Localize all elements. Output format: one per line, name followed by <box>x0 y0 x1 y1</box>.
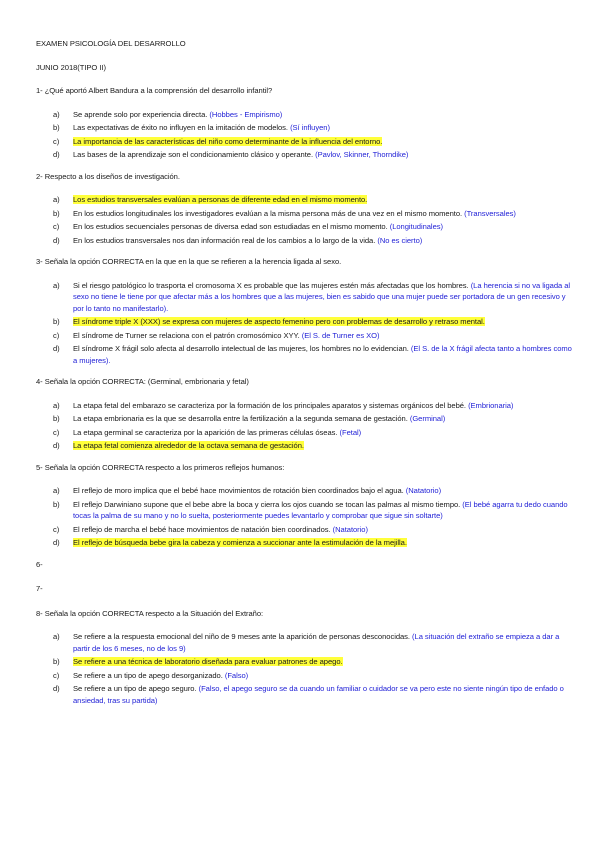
option-content <box>73 235 572 247</box>
option-content <box>73 537 572 549</box>
option-note: (Embrionaria) <box>468 400 514 410</box>
option-letter: c) <box>53 524 60 534</box>
question-title: 1- ¿Qué aportó Albert Bandura a la comprensión del desarrollo infantil? <box>36 86 273 95</box>
option-letter: b) <box>53 657 60 666</box>
answer-option[interactable] <box>36 440 572 452</box>
option-text: En los estudios longitudinales los investigadores evalúan a la misma persona más de una vez en el mismo momento. <box>73 208 463 218</box>
answer-option[interactable] <box>36 136 572 148</box>
option-note: (No es cierto) <box>377 235 423 245</box>
answer-option[interactable] <box>36 427 572 439</box>
option-content <box>73 149 572 161</box>
option-text: Se refiere a la respuesta emocional del niño de 9 meses ante la aparición de personas desconocidas. <box>73 632 410 641</box>
answer-option[interactable] <box>36 537 572 549</box>
option-content <box>73 194 572 206</box>
option-note: (La herencia si no va ligada al sexo no tiene le tiene por que afectar más a los hombres que a las mujeres, bien es sabido que una mujer puede ser portadora de un gen recesivo y por lo tanto no manifestarlo). <box>73 280 571 313</box>
option-text: La etapa embrionaria es la que se desarrolla entre la fertilización a la segunda semana de gestación. <box>73 414 408 423</box>
answer-option[interactable] <box>36 235 572 247</box>
correct-answer-text: La importancia de las características del niño como determinante de la influencia del entorno. <box>73 136 383 146</box>
options-list <box>36 631 572 706</box>
option-content <box>73 109 572 121</box>
answer-option[interactable] <box>36 656 572 668</box>
option-letter: a) <box>53 400 60 410</box>
answer-option[interactable] <box>36 670 572 682</box>
option-note: (Natatorio) <box>332 524 368 534</box>
answer-option[interactable] <box>36 485 572 497</box>
option-letter: d) <box>53 684 60 693</box>
option-letter: c) <box>53 330 60 340</box>
option-text: La etapa fetal del embarazo se caracteriza por la formación de los principales aparatos y sistemas orgánicos del bebé. <box>73 400 466 410</box>
answer-option[interactable] <box>36 208 572 220</box>
option-note: (Germinal) <box>409 414 446 423</box>
option-content <box>73 427 572 439</box>
option-content <box>73 280 572 315</box>
answer-option[interactable] <box>36 343 572 366</box>
answer-option[interactable] <box>36 316 572 328</box>
question-4 <box>36 376 572 452</box>
correct-answer-text: El reflejo de búsqueda bebe gira la cabeza y comienza a succionar ante la estimulación de la mejilla. <box>73 538 407 547</box>
option-content <box>73 670 572 682</box>
correct-answer-text: Se refiere a una técnica de laboratorio diseñada para evaluar patrones de apego. <box>73 657 343 666</box>
question-title: 4- Señala la opción CORRECTA: (Germinal, embrionaria y fetal) <box>36 377 249 386</box>
option-letter: a) <box>53 109 60 119</box>
option-text: El síndrome X frágil solo afecta al desarrollo intelectual de las mujeres, los hombres no lo evidencian. <box>73 344 409 353</box>
option-text: El reflejo de moro implica que el bebé hace movimientos de rotación bien coordinados bajo el agua. <box>73 486 404 495</box>
empty-question-number: 6- <box>36 559 43 569</box>
options-list <box>36 485 572 549</box>
option-letter: a) <box>53 195 60 204</box>
correct-answer-text: Los estudios transversales evalúan a personas de diferente edad en el mismo momento. <box>73 195 368 204</box>
option-letter: d) <box>53 441 60 450</box>
option-letter: a) <box>53 486 60 495</box>
option-text: Las bases de la aprendizaje son el condicionamiento clásico y operante. <box>73 150 314 159</box>
options-list <box>36 280 572 367</box>
option-content <box>73 136 572 148</box>
answer-option[interactable] <box>36 109 572 121</box>
answer-option[interactable] <box>36 524 572 536</box>
answer-option[interactable] <box>36 122 572 134</box>
option-letter: d) <box>53 344 60 353</box>
answer-option[interactable] <box>36 280 572 315</box>
option-letter: c) <box>53 427 60 437</box>
option-text: El reflejo Darwiniano supone que el bebe abre la boca y cierra los ojos cuando se tocan las palmas al mismo tiempo. <box>73 499 461 509</box>
question-8-block <box>36 608 572 707</box>
option-text: Si el riesgo patológico lo trasporta el cromosoma X es probable que las mujeres estén más afectadas que los hombres. <box>73 280 469 290</box>
option-note: (Transversales) <box>464 208 516 218</box>
option-text: La etapa germinal se caracteriza por la aparición de las primeras células óseas. <box>73 427 338 437</box>
option-content <box>73 122 572 134</box>
option-content <box>73 485 572 497</box>
option-letter: c) <box>53 136 60 146</box>
option-content <box>73 330 572 342</box>
question-3 <box>36 256 572 366</box>
option-letter: d) <box>53 235 60 245</box>
option-note: (El S. de la X frágil afecta tanto a hombres como a mujeres). <box>73 344 572 365</box>
option-content <box>73 683 572 706</box>
question-title: 8- Señala la opción CORRECTA respecto a la Situación del Extraño: <box>36 608 264 618</box>
option-content <box>73 400 572 412</box>
exam-title: EXAMEN PSICOLOGÍA DEL DESARROLLO <box>36 39 186 48</box>
option-note: (El bebé agarra tu dedo cuando tocas la palma de su mano y no lo suelta, posteriormente puedes levantarlo y comprobar que sigue sin soltarte) <box>73 499 568 520</box>
option-text: Se aprende solo por experiencia directa. <box>73 109 208 119</box>
option-content <box>73 524 572 536</box>
answer-option[interactable] <box>36 194 572 206</box>
question-title: 5- Señala la opción CORRECTA respecto a los primeros reflejos humanos: <box>36 462 285 472</box>
answer-option[interactable] <box>36 400 572 412</box>
answer-option[interactable] <box>36 499 572 522</box>
option-note: (El S. de Turner es XO) <box>301 330 380 340</box>
answer-option[interactable] <box>36 631 572 654</box>
question-2 <box>36 171 572 247</box>
option-note: (Longitudinales) <box>389 222 443 231</box>
option-letter: d) <box>53 150 60 159</box>
option-text: Se refiere a un tipo de apego seguro. <box>73 684 197 693</box>
answer-option[interactable] <box>36 149 572 161</box>
answer-option[interactable] <box>36 413 572 425</box>
answer-option[interactable] <box>36 221 572 233</box>
option-content <box>73 656 572 668</box>
option-text: El reflejo de marcha el bebé hace movimientos de natación bien coordinados. <box>73 524 331 534</box>
option-content <box>73 221 572 233</box>
empty-questions-block <box>36 559 572 595</box>
question-title: 2- Respecto a los diseños de investigación. <box>36 171 180 181</box>
options-list <box>36 400 572 452</box>
option-content <box>73 440 572 452</box>
question-5 <box>36 462 572 549</box>
option-content <box>73 316 572 328</box>
option-text: En los estudios transversales nos dan información real de los cambios a lo largo de la vida. <box>73 235 376 245</box>
option-content <box>73 413 572 425</box>
option-content <box>73 208 572 220</box>
option-letter: b) <box>53 123 60 132</box>
option-text: En los estudios secuenciales personas de diversa edad son estudiadas en el mismo momento. <box>73 222 388 231</box>
option-letter: d) <box>53 538 60 547</box>
correct-answer-text: La etapa fetal comienza alrededor de la octava semana de gestación. <box>73 441 304 450</box>
option-content <box>73 343 572 366</box>
questions-block <box>36 85 572 549</box>
answer-option[interactable] <box>36 683 572 706</box>
option-content <box>73 631 572 654</box>
option-note: (Sí influyen) <box>290 123 330 132</box>
option-text: El síndrome de Turner se relaciona con el patrón cromosómico XYY. <box>73 330 300 340</box>
empty-question-number: 7- <box>36 584 43 593</box>
option-note: (Falso, el apego seguro se da cuando un familiar o cuidador se va pero este no siente ningún tipo de enfado o ansiedad, tras su partida) <box>73 684 564 705</box>
option-note: (La situación del extraño se empieza a dar a partir de los 6 meses, no de los 9) <box>73 632 560 653</box>
option-content <box>73 499 572 522</box>
question-1 <box>36 85 572 161</box>
option-letter: c) <box>53 222 60 231</box>
option-text: Se refiere a un tipo de apego desorganizado. <box>73 670 223 680</box>
option-note: (Falso) <box>224 670 249 680</box>
answer-option[interactable] <box>36 330 572 342</box>
option-letter: a) <box>53 632 60 641</box>
options-list <box>36 109 572 161</box>
option-letter: c) <box>53 670 60 680</box>
correct-answer-text: El síndrome triple X (XXX) se expresa con mujeres de aspecto femenino pero con problemas de desarrollo y retraso mental. <box>73 317 485 326</box>
option-note: (Pavlov, Skinner, Thorndike) <box>315 150 409 159</box>
option-letter: b) <box>53 414 60 423</box>
option-letter: a) <box>53 280 60 290</box>
option-note: (Hobbes - Empirismo) <box>209 109 283 119</box>
option-letter: b) <box>53 208 60 218</box>
question-8 <box>36 608 572 707</box>
option-note: (Natatorio) <box>405 486 442 495</box>
exam-session: JUNIO 2018(TIPO II) <box>36 62 106 72</box>
option-letter: b) <box>53 317 60 326</box>
option-letter: b) <box>53 499 60 509</box>
option-text: Las expectativas de éxito no influyen en la imitación de modelos. <box>73 123 288 132</box>
option-note: (Fetal) <box>339 427 362 437</box>
options-list <box>36 194 572 246</box>
question-title: 3- Señala la opción CORRECTA en la que en la que se refieren a la herencia ligada al sexo. <box>36 257 342 266</box>
